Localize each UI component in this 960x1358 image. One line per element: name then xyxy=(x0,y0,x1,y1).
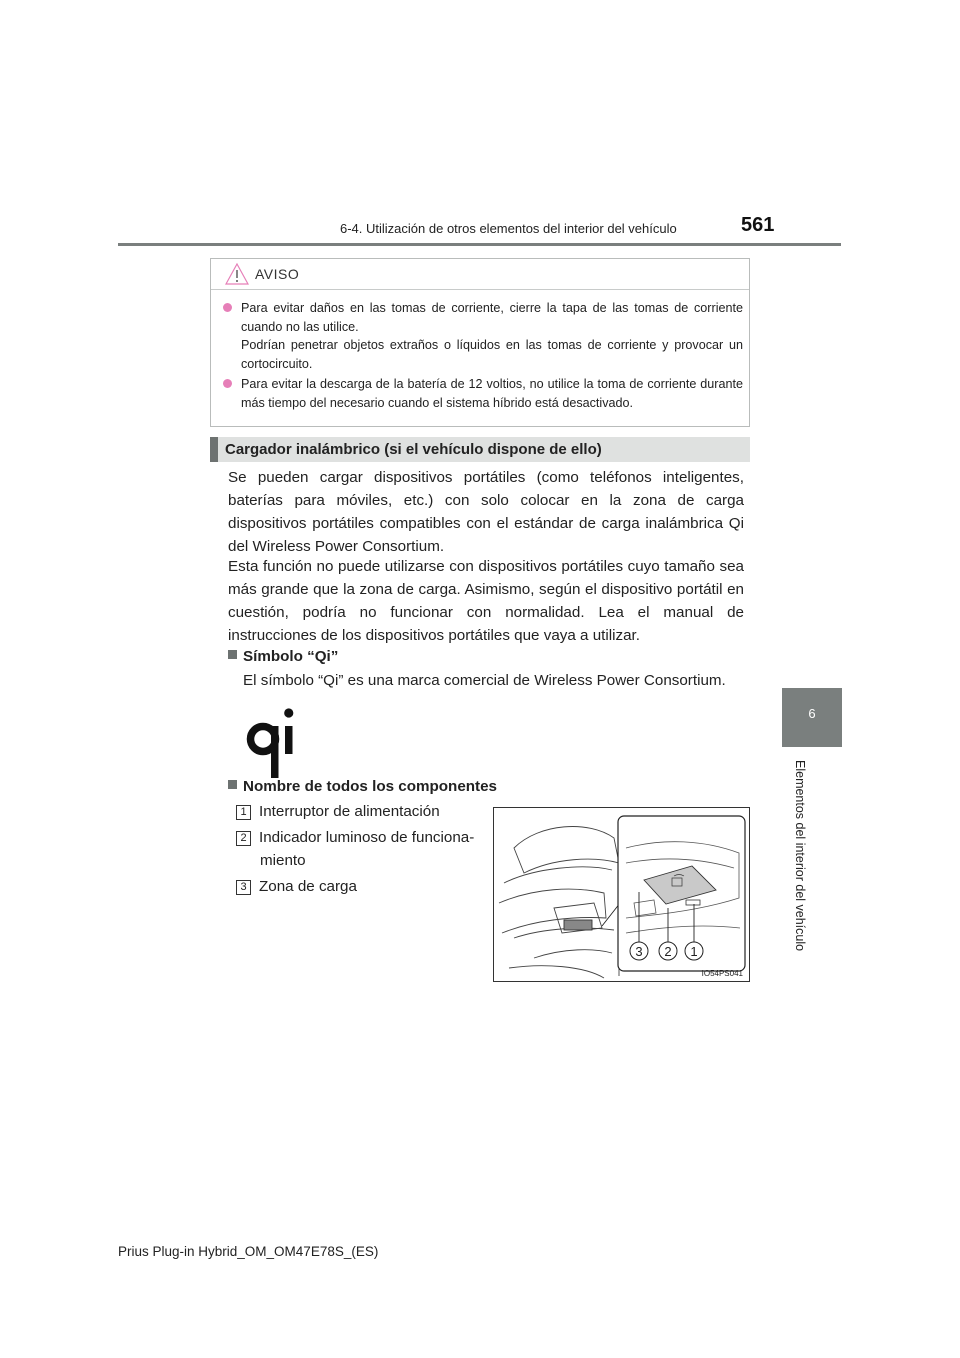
callout-label: 3 xyxy=(635,944,643,959)
component-item xyxy=(236,800,440,823)
component-label: Zona de carga xyxy=(259,878,357,895)
chapter-number: 6 xyxy=(808,706,816,721)
qi-description: El símbolo “Qi” es una marca comercial de Wireless Power Consortium. xyxy=(243,672,726,689)
component-label-cont: miento xyxy=(260,852,306,869)
chapter-tab xyxy=(782,688,842,747)
component-number: 2 xyxy=(236,831,251,846)
component-label: Indicador luminoso de funciona- xyxy=(259,829,475,846)
header-divider xyxy=(118,243,841,246)
warning-text: Para evitar la descarga de la batería de 12 voltios, no utilice la toma de corriente durante más tiempo del necesario cuando el sistema híbrido está desactivado. xyxy=(241,377,743,410)
console-drawing xyxy=(494,808,750,982)
section-title: Cargador inalámbrico (si el vehículo dispone de ello) xyxy=(225,441,602,458)
bullet-icon xyxy=(223,303,232,312)
square-bullet-icon xyxy=(228,650,237,659)
image-code: IO54PS041 xyxy=(701,969,743,978)
component-number: 1 xyxy=(236,805,251,820)
body-paragraph: Esta función no puede utilizarse con dispositivos portátiles cuyo tamaño sea más grande que la zona de carga. Asimismo, según el dispositivo portátil en cuestión, podría no funcionar con normalidad. Lea el manual de instrucciones de los dispositivos portátiles que vaya a utilizar. xyxy=(228,558,744,644)
running-header: 6-4. Utilización de otros elementos del interior del vehículo xyxy=(340,221,677,236)
body-paragraph: Se pueden cargar dispositivos portátiles (como teléfonos inteligentes, baterías para móviles, etc.) con solo colocar en la zona de carga dispositivos portátiles compatibles con el estándar de carga inalámbrica Qi del Wireless Power Consortium. xyxy=(228,469,744,555)
chapter-label: Elementos del interior del vehículo xyxy=(793,760,807,952)
components-heading-text: Nombre de todos los componentes xyxy=(243,778,497,795)
component-label: Interruptor de alimentación xyxy=(259,803,440,820)
page-number: 561 xyxy=(741,214,775,236)
warning-title: AVISO xyxy=(255,266,300,282)
component-number: 3 xyxy=(236,880,251,895)
qi-subheading xyxy=(228,648,338,665)
callout-label: 1 xyxy=(690,944,698,959)
footer-doc-id: Prius Plug-in Hybrid_OM_OM47E78S_(ES) xyxy=(118,1244,379,1259)
components-subheading xyxy=(228,778,497,795)
component-item xyxy=(236,875,357,898)
charger-illustration xyxy=(493,807,750,982)
qi-heading-text: Símbolo “Qi” xyxy=(243,648,339,665)
warning-triangle-icon xyxy=(225,263,249,285)
square-bullet-icon xyxy=(228,780,237,789)
warning-header xyxy=(211,259,749,287)
qi-logo xyxy=(246,704,298,778)
bullet-icon xyxy=(223,379,232,388)
warning-box xyxy=(210,258,750,427)
component-item xyxy=(236,826,474,872)
section-heading xyxy=(210,437,750,462)
warning-text: Para evitar daños en las tomas de corriente, cierre la tapa de las tomas de corriente cuando no las utilice. Podrían penetrar objetos extraños o líquidos en las tomas de corriente y provocar un cortocircuito. xyxy=(241,301,743,371)
warning-item xyxy=(241,375,743,412)
warning-divider xyxy=(211,289,749,290)
callout-label: 2 xyxy=(664,944,672,959)
warning-item xyxy=(241,299,743,373)
section-accent xyxy=(210,437,218,462)
